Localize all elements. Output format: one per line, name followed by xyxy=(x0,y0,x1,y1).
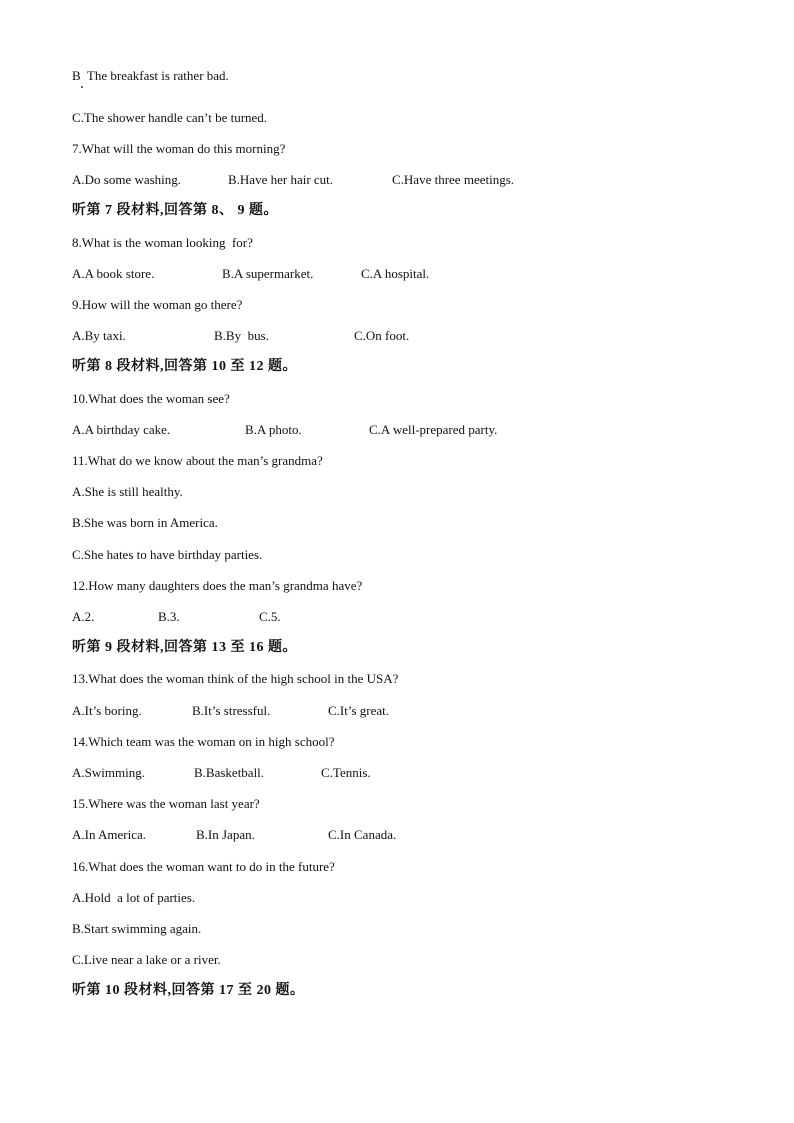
q14-option-b: B.Basketball. xyxy=(194,765,265,780)
section-heading-7: 听第 7 段材料,回答第 8、 9 题。 xyxy=(72,203,278,218)
q12-option-a: A.2. xyxy=(72,609,95,624)
question-12: 12.How many daughters does the man’s grandma have? xyxy=(72,578,363,593)
question-8: 8.What is the woman looking for? xyxy=(72,235,253,250)
section-heading-9: 听第 9 段材料,回答第 13 至 16 题。 xyxy=(72,640,297,655)
q10-option-b: B.A photo. xyxy=(245,422,302,437)
question-7: 7.What will the woman do this morning? xyxy=(72,141,286,156)
q14-option-c: C.Tennis. xyxy=(321,765,371,780)
q11-option-b: B.She was born in America. xyxy=(72,515,218,530)
q16-option-b: B.Start swimming again. xyxy=(72,921,202,936)
question-16: 16.What does the woman want to do in the future? xyxy=(72,859,335,874)
q7-option-c: C.Have three meetings. xyxy=(392,172,515,187)
section-heading-8: 听第 8 段材料,回答第 10 至 12 题。 xyxy=(72,359,297,374)
q12-option-b: B.3. xyxy=(158,609,180,624)
q15-option-b: B.In Japan. xyxy=(196,827,255,842)
q15-option-a: A.In America. xyxy=(72,827,147,842)
option-b-q6: B The breakfast is rather bad. xyxy=(72,68,229,83)
q13-option-a: A.It’s boring. xyxy=(72,703,142,718)
q11-option-a: A.She is still healthy. xyxy=(72,484,183,499)
q9-option-a: A.By taxi. xyxy=(72,328,126,343)
section-heading-10: 听第 10 段材料,回答第 17 至 20 题。 xyxy=(72,983,305,998)
q13-option-b: B.It’s stressful. xyxy=(192,703,271,718)
q16-option-c: C.Live near a lake or a river. xyxy=(72,952,221,967)
q9-option-c: C.On foot. xyxy=(354,328,410,343)
q15-option-c: C.In Canada. xyxy=(328,827,397,842)
question-9: 9.How will the woman go there? xyxy=(72,297,243,312)
q8-option-c: C.A hospital. xyxy=(361,266,430,281)
question-15: 15.Where was the woman last year? xyxy=(72,796,260,811)
stray-dot xyxy=(81,86,83,88)
q14-option-a: A.Swimming. xyxy=(72,765,145,780)
q8-option-a: A.A book store. xyxy=(72,266,155,281)
q10-option-a: A.A birthday cake. xyxy=(72,422,171,437)
question-14: 14.Which team was the woman on in high school? xyxy=(72,734,335,749)
q11-option-c: C.She hates to have birthday parties. xyxy=(72,547,263,562)
question-11: 11.What do we know about the man’s grandma? xyxy=(72,453,323,468)
q7-option-b: B.Have her hair cut. xyxy=(228,172,334,187)
q7-option-a: A.Do some washing. xyxy=(72,172,182,187)
q12-option-c: C.5. xyxy=(259,609,281,624)
q13-option-c: C.It’s great. xyxy=(328,703,390,718)
q16-option-a: A.Hold a lot of parties. xyxy=(72,890,196,905)
question-13: 13.What does the woman think of the high school in the USA? xyxy=(72,671,399,686)
q10-option-c: C.A well-prepared party. xyxy=(369,422,498,437)
q9-option-b: B.By bus. xyxy=(214,328,269,343)
question-10: 10.What does the woman see? xyxy=(72,391,230,406)
q8-option-b: B.A supermarket. xyxy=(222,266,314,281)
option-c-q6: C.The shower handle can’t be turned. xyxy=(72,110,268,125)
